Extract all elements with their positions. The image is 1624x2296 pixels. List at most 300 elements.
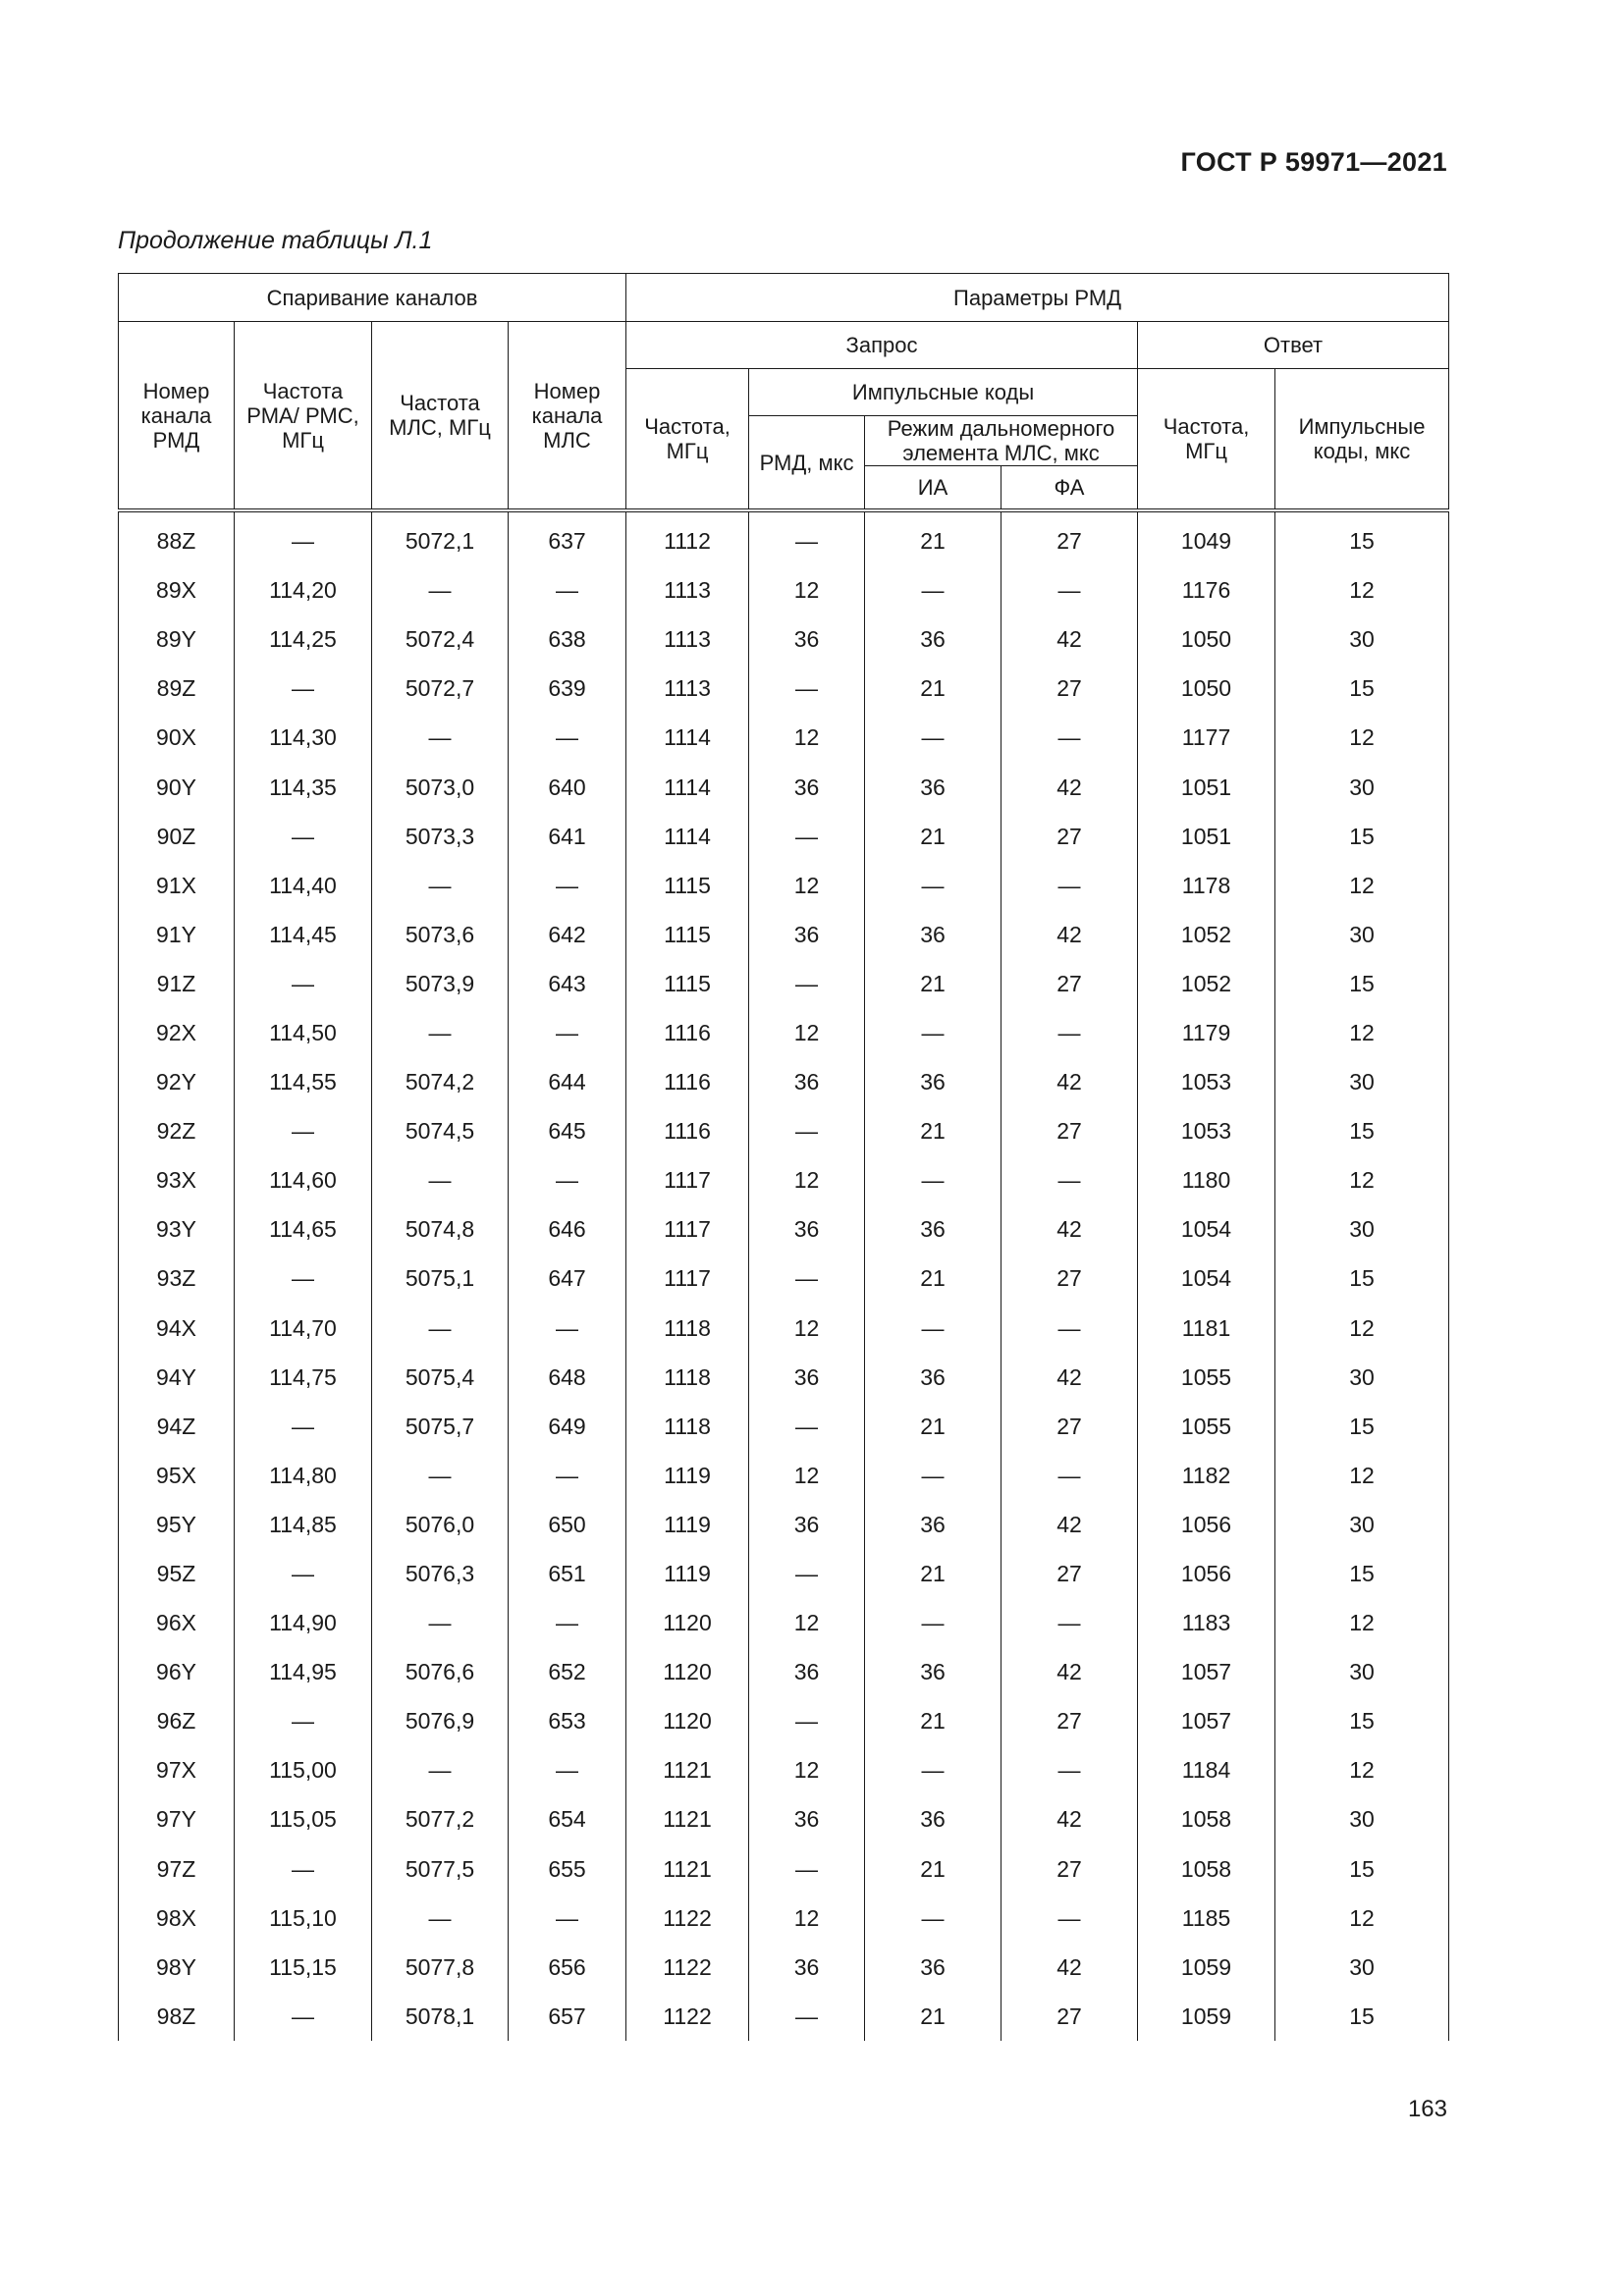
reply-frequency-cell: 1057 bbox=[1138, 1647, 1275, 1696]
reply-code-cell: 30 bbox=[1275, 1647, 1449, 1696]
table-row bbox=[119, 614, 1449, 664]
table-row bbox=[119, 812, 1449, 861]
channel-number-cell: 93X bbox=[119, 1155, 235, 1204]
reply-frequency-cell: 1054 bbox=[1138, 1204, 1275, 1254]
reply-frequency-cell: 1179 bbox=[1138, 1008, 1275, 1057]
table-row bbox=[119, 1549, 1449, 1598]
request-frequency-cell: 1117 bbox=[626, 1204, 749, 1254]
rmd-code-cell: — bbox=[749, 664, 865, 713]
fa-code-cell: 27 bbox=[1001, 1402, 1138, 1451]
reply-frequency-cell: 1056 bbox=[1138, 1549, 1275, 1598]
ia-code-cell: 36 bbox=[865, 1794, 1001, 1843]
mls-frequency-cell: 5072,4 bbox=[372, 614, 509, 664]
request-frequency-cell: 1117 bbox=[626, 1155, 749, 1204]
mls-channel-cell: — bbox=[509, 1008, 626, 1057]
channel-number-cell: 97Z bbox=[119, 1844, 235, 1894]
channel-number-cell: 98X bbox=[119, 1894, 235, 1943]
fa-code-cell: 27 bbox=[1001, 1254, 1138, 1303]
rma-frequency-cell: — bbox=[235, 1402, 372, 1451]
reply-frequency-cell: 1181 bbox=[1138, 1304, 1275, 1353]
mls-frequency-cell: 5077,2 bbox=[372, 1794, 509, 1843]
ia-code-cell: 21 bbox=[865, 1254, 1001, 1303]
mls-frequency-cell: 5076,6 bbox=[372, 1647, 509, 1696]
table-header bbox=[119, 274, 1449, 511]
rmd-code-cell: 36 bbox=[749, 762, 865, 811]
request-frequency-cell: 1115 bbox=[626, 910, 749, 959]
header-rmd-code: РМД, мкс bbox=[749, 416, 865, 511]
rma-frequency-cell: 114,85 bbox=[235, 1500, 372, 1549]
reply-code-cell: 15 bbox=[1275, 1254, 1449, 1303]
reply-frequency-cell: 1058 bbox=[1138, 1844, 1275, 1894]
reply-frequency-cell: 1178 bbox=[1138, 861, 1275, 910]
mls-frequency-cell: — bbox=[372, 1304, 509, 1353]
rma-frequency-cell: — bbox=[235, 664, 372, 713]
mls-channel-cell: 655 bbox=[509, 1844, 626, 1894]
ia-code-cell: 36 bbox=[865, 1500, 1001, 1549]
rma-frequency-cell: — bbox=[235, 1992, 372, 2041]
mls-frequency-cell: — bbox=[372, 1008, 509, 1057]
request-frequency-cell: 1122 bbox=[626, 1992, 749, 2041]
ia-code-cell: — bbox=[865, 1304, 1001, 1353]
reply-code-cell: 30 bbox=[1275, 1943, 1449, 1992]
request-frequency-cell: 1121 bbox=[626, 1794, 749, 1843]
reply-frequency-cell: 1052 bbox=[1138, 910, 1275, 959]
mls-channel-cell: 637 bbox=[509, 510, 626, 565]
ia-code-cell: 36 bbox=[865, 1647, 1001, 1696]
table-row bbox=[119, 1106, 1449, 1155]
table-row bbox=[119, 1155, 1449, 1204]
request-frequency-cell: 1115 bbox=[626, 861, 749, 910]
channel-number-cell: 95X bbox=[119, 1451, 235, 1500]
channel-number-cell: 90Y bbox=[119, 762, 235, 811]
fa-code-cell: 27 bbox=[1001, 664, 1138, 713]
fa-code-cell: 42 bbox=[1001, 1204, 1138, 1254]
mls-channel-cell: 657 bbox=[509, 1992, 626, 2041]
rma-frequency-cell: — bbox=[235, 1106, 372, 1155]
channel-number-cell: 89Z bbox=[119, 664, 235, 713]
rmd-code-cell: 36 bbox=[749, 1647, 865, 1696]
reply-code-cell: 15 bbox=[1275, 812, 1449, 861]
reply-frequency-cell: 1053 bbox=[1138, 1057, 1275, 1106]
mls-frequency-cell: 5073,3 bbox=[372, 812, 509, 861]
mls-frequency-cell: — bbox=[372, 1745, 509, 1794]
request-frequency-cell: 1121 bbox=[626, 1745, 749, 1794]
rmd-code-cell: 12 bbox=[749, 861, 865, 910]
reply-frequency-cell: 1055 bbox=[1138, 1353, 1275, 1402]
mls-frequency-cell: 5078,1 bbox=[372, 1992, 509, 2041]
rma-frequency-cell: 115,15 bbox=[235, 1943, 372, 1992]
reply-frequency-cell: 1058 bbox=[1138, 1794, 1275, 1843]
channel-number-cell: 96X bbox=[119, 1598, 235, 1647]
channel-number-cell: 89X bbox=[119, 565, 235, 614]
mls-frequency-cell: — bbox=[372, 565, 509, 614]
reply-frequency-cell: 1057 bbox=[1138, 1696, 1275, 1745]
table-row bbox=[119, 1992, 1449, 2041]
channel-number-cell: 93Y bbox=[119, 1204, 235, 1254]
table-row bbox=[119, 1500, 1449, 1549]
request-frequency-cell: 1121 bbox=[626, 1844, 749, 1894]
mls-frequency-cell: 5076,0 bbox=[372, 1500, 509, 1549]
header-mls-channel-number: Номер канала МЛС bbox=[509, 322, 626, 511]
table-row bbox=[119, 1304, 1449, 1353]
mls-frequency-cell: 5077,8 bbox=[372, 1943, 509, 1992]
fa-code-cell: — bbox=[1001, 713, 1138, 762]
mls-channel-cell: — bbox=[509, 1155, 626, 1204]
ia-code-cell: 21 bbox=[865, 959, 1001, 1008]
rma-frequency-cell: 114,35 bbox=[235, 762, 372, 811]
rmd-code-cell: 12 bbox=[749, 1155, 865, 1204]
channel-number-cell: 92Y bbox=[119, 1057, 235, 1106]
table-row bbox=[119, 1008, 1449, 1057]
reply-code-cell: 12 bbox=[1275, 1451, 1449, 1500]
fa-code-cell: — bbox=[1001, 1894, 1138, 1943]
reply-code-cell: 30 bbox=[1275, 762, 1449, 811]
table-row bbox=[119, 1204, 1449, 1254]
reply-code-cell: 30 bbox=[1275, 1794, 1449, 1843]
table-body bbox=[119, 510, 1449, 2041]
request-frequency-cell: 1116 bbox=[626, 1008, 749, 1057]
channel-number-cell: 95Z bbox=[119, 1549, 235, 1598]
reply-code-cell: 12 bbox=[1275, 861, 1449, 910]
rmd-code-cell: 12 bbox=[749, 1008, 865, 1057]
reply-frequency-cell: 1056 bbox=[1138, 1500, 1275, 1549]
table-caption: Продолжение таблицы Л.1 bbox=[118, 227, 433, 254]
fa-code-cell: 27 bbox=[1001, 1992, 1138, 2041]
ia-code-cell: 21 bbox=[865, 1696, 1001, 1745]
reply-frequency-cell: 1054 bbox=[1138, 1254, 1275, 1303]
mls-channel-cell: 644 bbox=[509, 1057, 626, 1106]
mls-channel-cell: 653 bbox=[509, 1696, 626, 1745]
reply-frequency-cell: 1183 bbox=[1138, 1598, 1275, 1647]
fa-code-cell: — bbox=[1001, 1451, 1138, 1500]
rmd-code-cell: 12 bbox=[749, 1451, 865, 1500]
rmd-code-cell: 12 bbox=[749, 713, 865, 762]
mls-frequency-cell: 5075,7 bbox=[372, 1402, 509, 1451]
ia-code-cell: 21 bbox=[865, 1402, 1001, 1451]
ia-code-cell: 21 bbox=[865, 510, 1001, 565]
mls-channel-cell: 642 bbox=[509, 910, 626, 959]
request-frequency-cell: 1119 bbox=[626, 1549, 749, 1598]
mls-channel-cell: — bbox=[509, 1451, 626, 1500]
mls-channel-cell: — bbox=[509, 1598, 626, 1647]
rma-frequency-cell: 114,55 bbox=[235, 1057, 372, 1106]
rmd-code-cell: — bbox=[749, 812, 865, 861]
header-mls-ranging-mode: Режим дальномерного элемента МЛС, мкс bbox=[865, 416, 1138, 466]
ia-code-cell: 36 bbox=[865, 1353, 1001, 1402]
rma-frequency-cell: 114,25 bbox=[235, 614, 372, 664]
fa-code-cell: 27 bbox=[1001, 1696, 1138, 1745]
rmd-code-cell: 12 bbox=[749, 1304, 865, 1353]
reply-frequency-cell: 1177 bbox=[1138, 713, 1275, 762]
fa-code-cell: 42 bbox=[1001, 1353, 1138, 1402]
table-row bbox=[119, 1254, 1449, 1303]
fa-code-cell: 27 bbox=[1001, 510, 1138, 565]
ia-code-cell: — bbox=[865, 861, 1001, 910]
request-frequency-cell: 1122 bbox=[626, 1943, 749, 1992]
reply-code-cell: 12 bbox=[1275, 1745, 1449, 1794]
fa-code-cell: — bbox=[1001, 861, 1138, 910]
reply-code-cell: 12 bbox=[1275, 1155, 1449, 1204]
rma-frequency-cell: — bbox=[235, 510, 372, 565]
mls-channel-cell: 648 bbox=[509, 1353, 626, 1402]
mls-channel-cell: 654 bbox=[509, 1794, 626, 1843]
reply-code-cell: 15 bbox=[1275, 1992, 1449, 2041]
reply-frequency-cell: 1059 bbox=[1138, 1943, 1275, 1992]
fa-code-cell: 42 bbox=[1001, 1057, 1138, 1106]
header-fa: ФА bbox=[1001, 466, 1138, 511]
fa-code-cell: 42 bbox=[1001, 1794, 1138, 1843]
table-row bbox=[119, 1943, 1449, 1992]
mls-frequency-cell: 5074,8 bbox=[372, 1204, 509, 1254]
ia-code-cell: 36 bbox=[865, 1943, 1001, 1992]
reply-code-cell: 12 bbox=[1275, 1304, 1449, 1353]
page-number: 163 bbox=[1407, 2096, 1447, 2122]
fa-code-cell: 27 bbox=[1001, 1844, 1138, 1894]
reply-frequency-cell: 1052 bbox=[1138, 959, 1275, 1008]
mls-channel-cell: — bbox=[509, 1304, 626, 1353]
mls-channel-cell: 647 bbox=[509, 1254, 626, 1303]
rma-frequency-cell: 114,50 bbox=[235, 1008, 372, 1057]
rmd-code-cell: — bbox=[749, 1844, 865, 1894]
mls-frequency-cell: — bbox=[372, 713, 509, 762]
table-row bbox=[119, 1057, 1449, 1106]
fa-code-cell: 42 bbox=[1001, 762, 1138, 811]
channel-number-cell: 94Y bbox=[119, 1353, 235, 1402]
fa-code-cell: 27 bbox=[1001, 1549, 1138, 1598]
ia-code-cell: 36 bbox=[865, 614, 1001, 664]
rma-frequency-cell: 114,90 bbox=[235, 1598, 372, 1647]
rmd-code-cell: — bbox=[749, 1696, 865, 1745]
request-frequency-cell: 1120 bbox=[626, 1598, 749, 1647]
table-row bbox=[119, 1696, 1449, 1745]
channel-number-cell: 93Z bbox=[119, 1254, 235, 1303]
ia-code-cell: — bbox=[865, 1008, 1001, 1057]
fa-code-cell: — bbox=[1001, 1155, 1138, 1204]
header-ia: ИА bbox=[865, 466, 1001, 511]
rma-frequency-cell: 114,20 bbox=[235, 565, 372, 614]
fa-code-cell: — bbox=[1001, 1304, 1138, 1353]
fa-code-cell: 42 bbox=[1001, 910, 1138, 959]
rmd-code-cell: — bbox=[749, 1402, 865, 1451]
fa-code-cell: 27 bbox=[1001, 959, 1138, 1008]
request-frequency-cell: 1116 bbox=[626, 1106, 749, 1155]
table-row bbox=[119, 1402, 1449, 1451]
reply-code-cell: 15 bbox=[1275, 1844, 1449, 1894]
ia-code-cell: 21 bbox=[865, 1844, 1001, 1894]
mls-channel-cell: — bbox=[509, 1894, 626, 1943]
reply-frequency-cell: 1185 bbox=[1138, 1894, 1275, 1943]
header-request: Запрос bbox=[626, 322, 1138, 369]
mls-channel-cell: 646 bbox=[509, 1204, 626, 1254]
document-code: ГОСТ Р 59971—2021 bbox=[1180, 147, 1447, 177]
channel-number-cell: 90X bbox=[119, 713, 235, 762]
channel-number-cell: 97Y bbox=[119, 1794, 235, 1843]
table-row bbox=[119, 1894, 1449, 1943]
rmd-code-cell: — bbox=[749, 1106, 865, 1155]
mls-frequency-cell: 5072,1 bbox=[372, 510, 509, 565]
request-frequency-cell: 1113 bbox=[626, 614, 749, 664]
reply-code-cell: 30 bbox=[1275, 614, 1449, 664]
reply-code-cell: 30 bbox=[1275, 910, 1449, 959]
mls-frequency-cell: 5077,5 bbox=[372, 1844, 509, 1894]
fa-code-cell: — bbox=[1001, 1745, 1138, 1794]
rmd-code-cell: 12 bbox=[749, 1598, 865, 1647]
fa-code-cell: — bbox=[1001, 1008, 1138, 1057]
mls-frequency-cell: 5073,0 bbox=[372, 762, 509, 811]
request-frequency-cell: 1118 bbox=[626, 1304, 749, 1353]
ia-code-cell: — bbox=[865, 1451, 1001, 1500]
reply-code-cell: 15 bbox=[1275, 510, 1449, 565]
ia-code-cell: 36 bbox=[865, 1057, 1001, 1106]
mls-channel-cell: 645 bbox=[509, 1106, 626, 1155]
channel-number-cell: 91Z bbox=[119, 959, 235, 1008]
channel-number-cell: 98Z bbox=[119, 1992, 235, 2041]
request-frequency-cell: 1115 bbox=[626, 959, 749, 1008]
channel-number-cell: 88Z bbox=[119, 510, 235, 565]
request-frequency-cell: 1120 bbox=[626, 1647, 749, 1696]
rmd-code-cell: — bbox=[749, 1254, 865, 1303]
request-frequency-cell: 1116 bbox=[626, 1057, 749, 1106]
mls-channel-cell: 641 bbox=[509, 812, 626, 861]
reply-frequency-cell: 1176 bbox=[1138, 565, 1275, 614]
request-frequency-cell: 1114 bbox=[626, 812, 749, 861]
rma-frequency-cell: 114,75 bbox=[235, 1353, 372, 1402]
ia-code-cell: — bbox=[865, 1598, 1001, 1647]
header-request-frequency: Частота, МГц bbox=[626, 369, 749, 511]
table-row bbox=[119, 1451, 1449, 1500]
rmd-code-cell: 36 bbox=[749, 1353, 865, 1402]
request-frequency-cell: 1119 bbox=[626, 1451, 749, 1500]
rma-frequency-cell: 114,45 bbox=[235, 910, 372, 959]
reply-frequency-cell: 1059 bbox=[1138, 1992, 1275, 2041]
reply-frequency-cell: 1180 bbox=[1138, 1155, 1275, 1204]
header-channel-pairing: Спаривание каналов bbox=[119, 274, 626, 322]
rmd-code-cell: 36 bbox=[749, 910, 865, 959]
reply-code-cell: 15 bbox=[1275, 959, 1449, 1008]
channel-number-cell: 96Y bbox=[119, 1647, 235, 1696]
request-frequency-cell: 1112 bbox=[626, 510, 749, 565]
reply-code-cell: 30 bbox=[1275, 1500, 1449, 1549]
rma-frequency-cell: 114,95 bbox=[235, 1647, 372, 1696]
channel-number-cell: 92Z bbox=[119, 1106, 235, 1155]
reply-code-cell: 12 bbox=[1275, 1598, 1449, 1647]
rma-frequency-cell: 114,40 bbox=[235, 861, 372, 910]
request-frequency-cell: 1118 bbox=[626, 1353, 749, 1402]
ia-code-cell: — bbox=[865, 1894, 1001, 1943]
mls-channel-cell: 652 bbox=[509, 1647, 626, 1696]
reply-code-cell: 15 bbox=[1275, 1549, 1449, 1598]
mls-frequency-cell: — bbox=[372, 1155, 509, 1204]
rma-frequency-cell: 114,30 bbox=[235, 713, 372, 762]
mls-channel-cell: 639 bbox=[509, 664, 626, 713]
rmd-code-cell: 36 bbox=[749, 1794, 865, 1843]
rma-frequency-cell: — bbox=[235, 1254, 372, 1303]
header-pulse-codes: Импульсные коды bbox=[749, 369, 1138, 416]
rma-frequency-cell: 115,05 bbox=[235, 1794, 372, 1843]
ia-code-cell: 21 bbox=[865, 1549, 1001, 1598]
fa-code-cell: 27 bbox=[1001, 812, 1138, 861]
channel-number-cell: 97X bbox=[119, 1745, 235, 1794]
mls-channel-cell: 640 bbox=[509, 762, 626, 811]
ia-code-cell: 21 bbox=[865, 1992, 1001, 2041]
reply-frequency-cell: 1050 bbox=[1138, 614, 1275, 664]
reply-frequency-cell: 1055 bbox=[1138, 1402, 1275, 1451]
mls-channel-cell: 650 bbox=[509, 1500, 626, 1549]
reply-frequency-cell: 1053 bbox=[1138, 1106, 1275, 1155]
ia-code-cell: — bbox=[865, 1155, 1001, 1204]
reply-code-cell: 15 bbox=[1275, 1402, 1449, 1451]
rmd-code-cell: — bbox=[749, 510, 865, 565]
channel-table bbox=[118, 273, 1449, 2041]
mls-frequency-cell: — bbox=[372, 1598, 509, 1647]
mls-channel-cell: — bbox=[509, 565, 626, 614]
table-row bbox=[119, 713, 1449, 762]
rma-frequency-cell: 115,10 bbox=[235, 1894, 372, 1943]
mls-frequency-cell: 5074,2 bbox=[372, 1057, 509, 1106]
channel-number-cell: 95Y bbox=[119, 1500, 235, 1549]
table-row bbox=[119, 664, 1449, 713]
mls-frequency-cell: — bbox=[372, 1451, 509, 1500]
table-row bbox=[119, 565, 1449, 614]
rma-frequency-cell: 114,80 bbox=[235, 1451, 372, 1500]
mls-frequency-cell: 5076,9 bbox=[372, 1696, 509, 1745]
rmd-code-cell: 36 bbox=[749, 1500, 865, 1549]
rma-frequency-cell: 114,65 bbox=[235, 1204, 372, 1254]
header-reply: Ответ bbox=[1138, 322, 1449, 369]
mls-channel-cell: 656 bbox=[509, 1943, 626, 1992]
rmd-code-cell: 36 bbox=[749, 1943, 865, 1992]
rmd-code-cell: 12 bbox=[749, 565, 865, 614]
header-rmd-channel-number: Номер канала РМД bbox=[119, 322, 235, 511]
fa-code-cell: 42 bbox=[1001, 1500, 1138, 1549]
reply-code-cell: 30 bbox=[1275, 1204, 1449, 1254]
request-frequency-cell: 1117 bbox=[626, 1254, 749, 1303]
channel-number-cell: 90Z bbox=[119, 812, 235, 861]
table-row bbox=[119, 1598, 1449, 1647]
ia-code-cell: 21 bbox=[865, 812, 1001, 861]
request-frequency-cell: 1113 bbox=[626, 565, 749, 614]
table-row bbox=[119, 762, 1449, 811]
reply-code-cell: 12 bbox=[1275, 1894, 1449, 1943]
rma-frequency-cell: — bbox=[235, 1696, 372, 1745]
fa-code-cell: 42 bbox=[1001, 614, 1138, 664]
mls-frequency-cell: 5075,1 bbox=[372, 1254, 509, 1303]
header-rmd-parameters: Параметры РМД bbox=[626, 274, 1449, 322]
request-frequency-cell: 1119 bbox=[626, 1500, 749, 1549]
reply-frequency-cell: 1182 bbox=[1138, 1451, 1275, 1500]
header-reply-pulse-codes: Импульсные коды, мкс bbox=[1275, 369, 1449, 511]
table-row bbox=[119, 1844, 1449, 1894]
rma-frequency-cell: 114,60 bbox=[235, 1155, 372, 1204]
channel-number-cell: 91X bbox=[119, 861, 235, 910]
rmd-code-cell: 36 bbox=[749, 1057, 865, 1106]
ia-code-cell: 36 bbox=[865, 910, 1001, 959]
ia-code-cell: 21 bbox=[865, 1106, 1001, 1155]
rmd-code-cell: — bbox=[749, 1992, 865, 2041]
mls-channel-cell: 638 bbox=[509, 614, 626, 664]
request-frequency-cell: 1113 bbox=[626, 664, 749, 713]
channel-number-cell: 98Y bbox=[119, 1943, 235, 1992]
table-row bbox=[119, 959, 1449, 1008]
rmd-code-cell: 12 bbox=[749, 1745, 865, 1794]
reply-code-cell: 15 bbox=[1275, 1106, 1449, 1155]
mls-frequency-cell: 5074,5 bbox=[372, 1106, 509, 1155]
mls-channel-cell: 643 bbox=[509, 959, 626, 1008]
reply-frequency-cell: 1049 bbox=[1138, 510, 1275, 565]
header-reply-frequency: Частота, МГц bbox=[1138, 369, 1275, 511]
mls-channel-cell: — bbox=[509, 713, 626, 762]
fa-code-cell: 42 bbox=[1001, 1943, 1138, 1992]
